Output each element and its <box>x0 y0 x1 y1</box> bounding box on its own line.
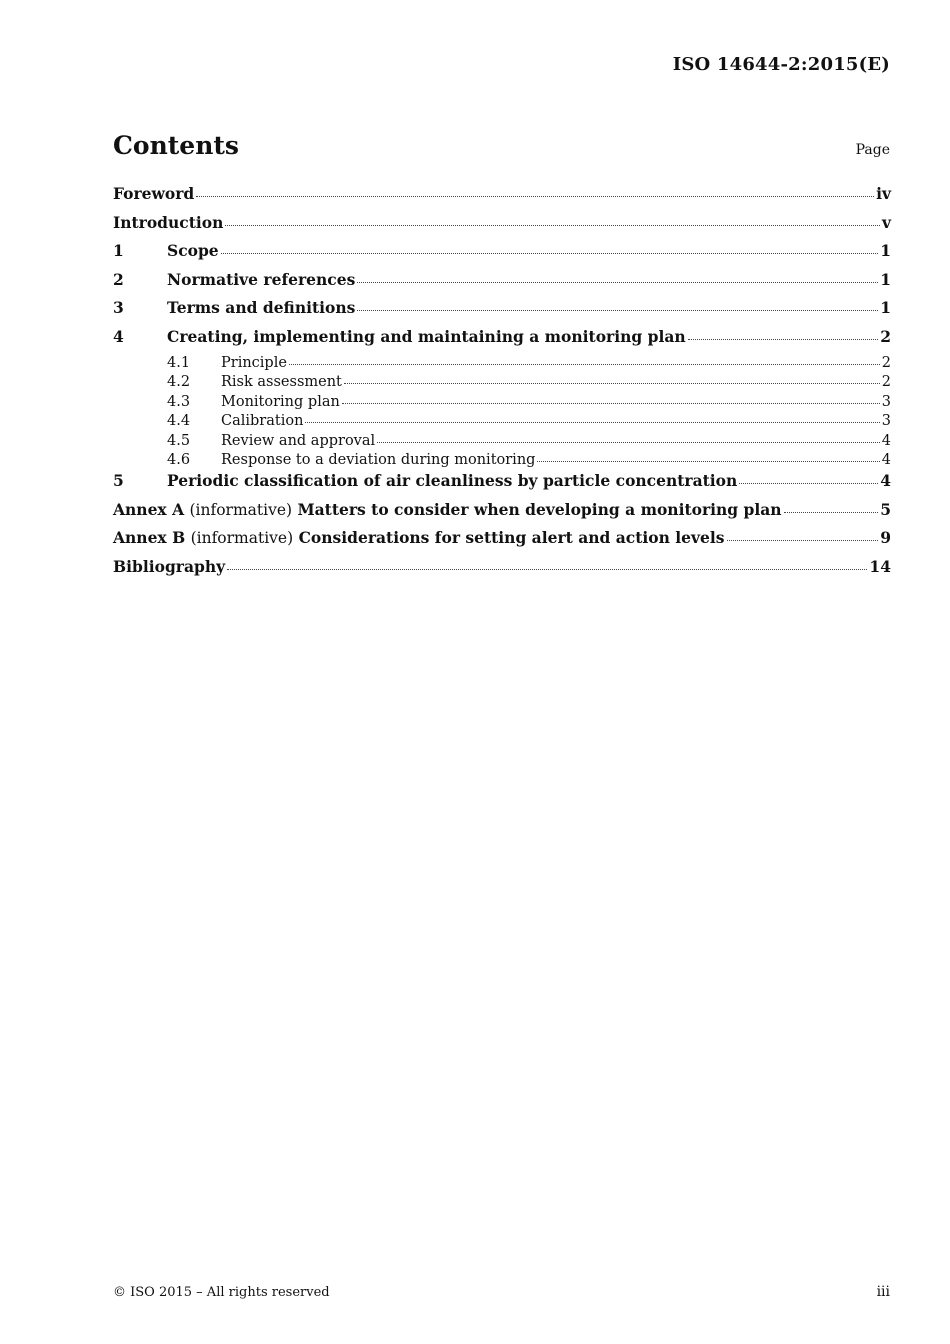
dot-leader <box>196 196 874 197</box>
dot-leader <box>225 225 880 226</box>
toc-entry-annex-a[interactable] <box>113 500 891 529</box>
toc-entry-number: 5 <box>113 471 124 491</box>
toc-subentry-page: 2 <box>881 374 891 391</box>
toc-entry-title: Creating, implementing and maintaining a monitoring plan <box>167 326 686 346</box>
toc-entry-title-group <box>113 528 725 547</box>
dot-leader <box>357 310 878 311</box>
toc-entry-scope[interactable] <box>113 241 891 270</box>
toc-entry-title: Matters to consider when developing a monitoring plan <box>297 499 782 519</box>
footer-page-number: iii <box>876 1284 890 1300</box>
toc-entry-normative-references[interactable] <box>113 270 891 299</box>
annex-prefix: Annex B <box>113 528 186 548</box>
toc-subentry-title: Calibration <box>221 413 304 430</box>
toc-subentry-page: 3 <box>881 413 891 430</box>
dot-leader <box>537 461 879 462</box>
toc-subentry-monitoring-plan[interactable] <box>113 394 891 413</box>
toc-subentry-principle[interactable] <box>113 355 891 374</box>
toc-subentry-risk-assessment[interactable] <box>113 374 891 393</box>
dot-leader <box>688 339 879 340</box>
toc-entry-page: 1 <box>880 241 891 260</box>
contents-heading: Contents <box>113 131 240 160</box>
toc-entry-bibliography[interactable] <box>113 557 891 586</box>
toc-subentry-review-and-approval[interactable] <box>113 433 891 452</box>
dot-leader <box>289 364 880 365</box>
toc-entry-title: Bibliography <box>113 556 226 576</box>
dot-leader <box>357 282 878 283</box>
toc-subentry-response-to-deviation[interactable] <box>113 452 891 471</box>
toc-subentry-number: 4.2 <box>167 374 191 391</box>
toc-subentry-calibration[interactable] <box>113 413 891 432</box>
toc-entry-number: 2 <box>113 269 124 289</box>
toc-entry-page: 9 <box>880 528 891 548</box>
toc-entry-introduction[interactable] <box>113 213 891 242</box>
annex-note: (informative) <box>189 500 293 519</box>
toc-subentry-page: 4 <box>881 451 891 468</box>
toc-entry-annex-b[interactable] <box>113 528 891 557</box>
toc-entry-title: Terms and definitions <box>167 298 356 317</box>
annex-note: (informative) <box>190 529 294 548</box>
toc-entry-title: Scope <box>167 241 219 260</box>
toc-entry-title-group <box>113 500 782 519</box>
toc-entry-page: 1 <box>880 298 891 317</box>
dot-leader <box>227 569 867 570</box>
toc-subentry-page: 3 <box>881 393 891 410</box>
toc-entry-foreword[interactable] <box>113 184 891 213</box>
toc-entry-title: Periodic classification of air cleanliness by particle concentration <box>167 471 738 491</box>
table-of-contents <box>113 184 891 585</box>
dot-leader <box>727 540 879 541</box>
toc-entry-number: 3 <box>113 298 124 317</box>
toc-entry-title: Introduction <box>113 212 224 232</box>
footer-copyright: © ISO 2015 – All rights reserved <box>113 1285 330 1300</box>
dot-leader <box>739 483 878 484</box>
toc-entry-terms-and-definitions[interactable] <box>113 298 891 327</box>
toc-entry-page: 14 <box>869 556 891 576</box>
dot-leader <box>377 442 880 443</box>
toc-entry-page: 1 <box>880 269 891 289</box>
toc-entry-page: 5 <box>880 499 891 519</box>
page-column-label: Page <box>855 142 890 158</box>
toc-entry-monitoring-plan-section[interactable] <box>113 327 891 356</box>
toc-entry-title: Foreword <box>113 184 195 203</box>
toc-subentry-number: 4.4 <box>167 413 191 430</box>
dot-leader <box>784 512 879 513</box>
toc-entry-title: Considerations for setting alert and action levels <box>298 528 725 548</box>
dot-leader <box>344 383 880 384</box>
toc-entry-page: iv <box>876 184 891 203</box>
toc-subentry-title: Principle <box>221 355 287 371</box>
dot-leader <box>221 253 879 254</box>
toc-subentry-title: Monitoring plan <box>221 393 340 410</box>
toc-entry-number: 4 <box>113 326 124 346</box>
dot-leader <box>342 403 880 404</box>
toc-subentry-title: Response to a deviation during monitoring <box>221 451 536 468</box>
toc-subentry-page: 4 <box>881 432 891 449</box>
toc-entry-page: 4 <box>880 471 891 491</box>
toc-entry-page: 2 <box>880 326 891 346</box>
toc-entry-periodic-classification[interactable] <box>113 471 891 500</box>
toc-entry-title: Normative references <box>167 269 356 289</box>
toc-subentry-number: 4.5 <box>167 432 191 449</box>
dot-leader <box>305 422 879 423</box>
toc-entry-number: 1 <box>113 241 124 260</box>
toc-subentry-number: 4.6 <box>167 451 191 468</box>
toc-subentry-page: 2 <box>881 355 891 371</box>
toc-subentry-number: 4.1 <box>167 355 191 371</box>
toc-subentry-title: Review and approval <box>221 432 376 449</box>
toc-subentry-number: 4.3 <box>167 393 191 410</box>
annex-prefix: Annex A <box>113 499 185 519</box>
toc-entry-page: v <box>881 212 891 232</box>
toc-subentry-title: Risk assessment <box>221 374 342 391</box>
document-id: ISO 14644-2:2015(E) <box>672 54 890 75</box>
